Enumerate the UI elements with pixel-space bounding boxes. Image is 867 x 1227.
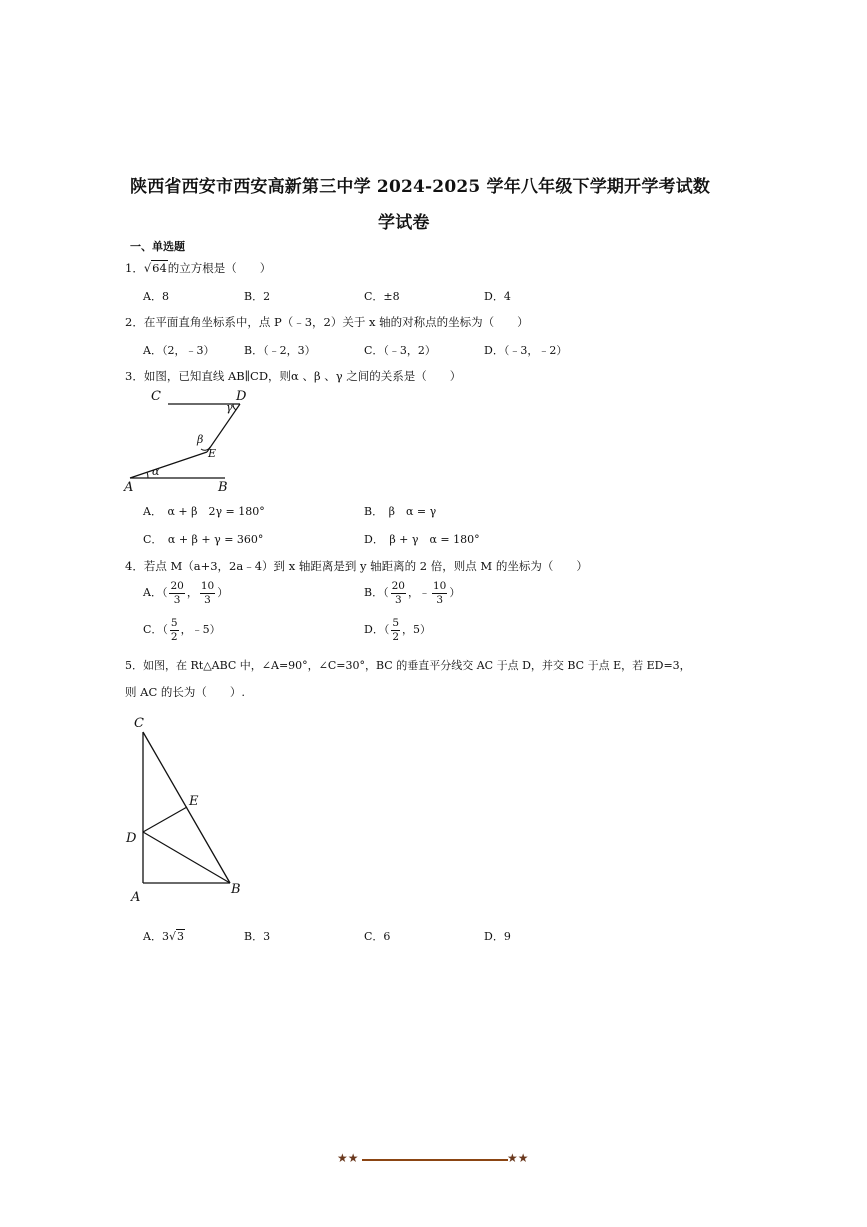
page-title-line1: 陕西省西安市西安高新第三中学 2024-2025 学年八年级下学期开学考试数 xyxy=(130,177,711,197)
q3-option-a[interactable]: A． α + β 2γ = 180° xyxy=(143,505,265,518)
question-5-line2: 则 AC 的长为（ ）. xyxy=(125,685,246,699)
question-4-text: 4．若点 M（a+3，2a﹣4）到 x 轴距离是到 y 轴距离的 2 倍，则点 M 的坐标为（ ） xyxy=(125,559,588,573)
q3-label-beta: β xyxy=(197,433,204,446)
numerator: 5 xyxy=(170,617,178,629)
denominator: 2 xyxy=(392,630,400,643)
close-paren: ） xyxy=(217,586,229,599)
q3-label-gamma: γ xyxy=(226,401,233,414)
question-1-text: 的立方根是（ ） xyxy=(167,261,272,275)
q5-option-b[interactable]: B．3 xyxy=(244,930,271,943)
q1-option-d[interactable]: D．4 xyxy=(484,290,511,303)
segment-de xyxy=(143,807,187,832)
denominator: 3 xyxy=(173,593,181,606)
separator: ，﹣ xyxy=(407,586,430,599)
radicand: 64 xyxy=(152,261,167,275)
q2-option-d[interactable]: D．（﹣3，﹣2） xyxy=(484,344,568,357)
q3-option-c[interactable]: C． α + β + γ = 360° xyxy=(143,533,264,546)
question-5-line1: 5．如图，在 Rt△ABC 中，∠A=90°，∠C=30°，BC 的垂直平分线交 AC 于点 D，并交 BC 于点 E，若 ED=3， xyxy=(125,659,691,672)
q3-label-b: B xyxy=(218,480,228,495)
q3-label-alpha: α xyxy=(152,465,160,478)
q4-b-label: B．（ xyxy=(364,586,389,599)
q2-option-c[interactable]: C．（﹣3，2） xyxy=(364,344,436,357)
denominator: 2 xyxy=(170,630,178,643)
footer-line xyxy=(362,1159,508,1161)
numerator: 20 xyxy=(170,580,184,592)
q5-label-c: C xyxy=(134,716,144,731)
radicand: 3 xyxy=(176,930,184,943)
question-3-text: 3．如图，已知直线 AB∥CD，则α 、β 、γ 之间的关系是（ ） xyxy=(125,369,462,383)
numerator: 10 xyxy=(432,580,447,592)
q3-label-c: C xyxy=(151,389,161,404)
denominator: 3 xyxy=(436,593,443,606)
q5-label-a: A xyxy=(131,890,141,905)
denominator: 3 xyxy=(204,593,211,606)
q3-label-e: E xyxy=(208,447,217,460)
q5-label-b: B xyxy=(231,882,241,897)
q5-a-prefix: A．3 xyxy=(143,930,169,943)
q5-option-c[interactable]: C．6 xyxy=(364,930,391,943)
q4-d-label: D．（ xyxy=(364,623,390,636)
q3-option-d[interactable]: D． β + γ α = 180° xyxy=(364,533,480,546)
q4-c-label: C．（ xyxy=(143,623,168,636)
q4-c-rest: ，﹣5） xyxy=(180,623,221,636)
q1-option-b[interactable]: B．2 xyxy=(244,290,271,303)
denominator: 3 xyxy=(394,593,402,606)
q5-label-e: E xyxy=(189,794,199,809)
q4-d-rest: ，5） xyxy=(402,623,432,636)
q2-option-a[interactable]: A．（2，﹣3） xyxy=(143,344,215,357)
q4-a-label: A．（ xyxy=(143,586,168,599)
question-2-text: 2．在平面直角坐标系中，点 P（﹣3，2）关于 x 轴的对称点的坐标为（ ） xyxy=(125,315,529,329)
section-heading: 一、单选题 xyxy=(130,240,185,253)
numerator: 5 xyxy=(392,617,400,629)
radical-3: √3 xyxy=(168,930,184,943)
q5-label-d: D xyxy=(126,831,137,846)
q3-option-b[interactable]: B． β α = γ xyxy=(364,505,437,518)
question-1-number: 1． xyxy=(125,261,144,275)
q3-label-d: D xyxy=(236,389,247,404)
page-title-line2: 学试卷 xyxy=(378,213,430,233)
numerator: 20 xyxy=(391,580,405,592)
q3-label-a: A xyxy=(124,480,134,495)
separator: ， xyxy=(186,586,198,599)
footer-stars-left: ★★ xyxy=(337,1151,359,1165)
footer-decoration xyxy=(337,1151,537,1169)
radical-64: √64 xyxy=(143,261,167,275)
q5-option-d[interactable]: D．9 xyxy=(484,930,511,943)
q2-option-b[interactable]: B．（﹣2，3） xyxy=(244,344,316,357)
close-paren: ） xyxy=(449,586,461,599)
q1-option-c[interactable]: C．±8 xyxy=(364,290,400,303)
q1-option-a[interactable]: A．8 xyxy=(143,290,169,303)
q5-option-a[interactable] xyxy=(143,928,185,944)
segment-db xyxy=(143,832,230,883)
footer-stars-right: ★★ xyxy=(507,1151,529,1165)
numerator: 10 xyxy=(200,580,215,592)
